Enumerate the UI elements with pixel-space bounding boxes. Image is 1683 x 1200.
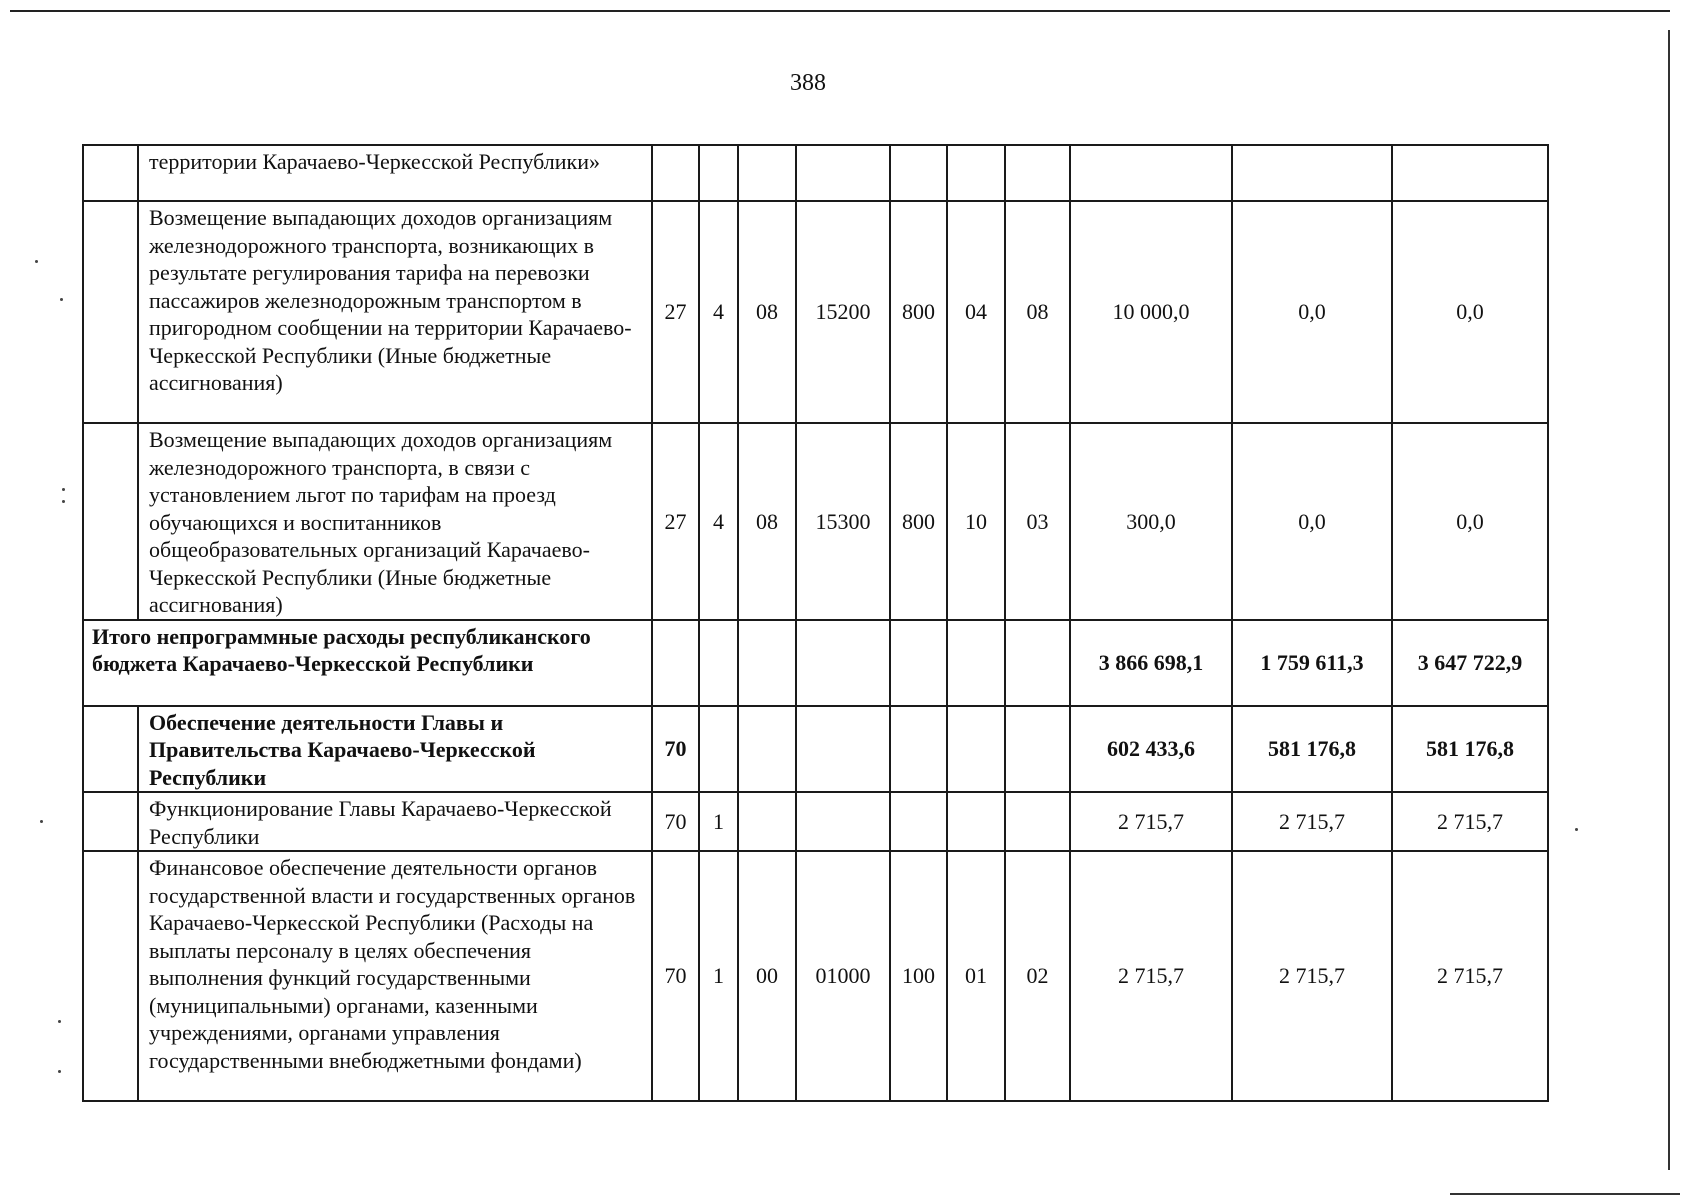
code-subprogram (738, 620, 796, 706)
scan-speck (40, 820, 43, 823)
expense-name: Финансовое обеспечение деятельности органов государственной власти и государственных органов Карачаево-Черкесской Республики (Расходы на выплаты персоналу в целях обеспечения выполнения функций государственными (муниципальными) органами, казенными учреждениями, органами управления государственными внебюджетными фондами) (138, 851, 652, 1101)
code-ministry: 70 (652, 706, 699, 793)
table-row (83, 706, 1548, 793)
code-direction (796, 620, 890, 706)
code-subsection (1005, 145, 1070, 201)
amount-year-3: 3 647 722,9 (1392, 620, 1548, 706)
scan-speck (62, 500, 65, 503)
budget-table (82, 144, 1549, 1102)
code-direction (796, 145, 890, 201)
code-section (947, 145, 1005, 201)
code-direction: 15200 (796, 201, 890, 423)
amount-year-1: 10 000,0 (1070, 201, 1232, 423)
amount-year-1: 602 433,6 (1070, 706, 1232, 793)
code-section: 04 (947, 201, 1005, 423)
code-ministry: 70 (652, 792, 699, 851)
code-subsection: 02 (1005, 851, 1070, 1101)
indent-cell (83, 851, 138, 1101)
code-program (699, 706, 738, 793)
expense-name: Возмещение выпадающих доходов организациям железнодорожного транспорта, в связи с установлением льгот по тарифам на проезд обучающихся и воспитанников общеобразовательных организаций Карачаево-Черкесской Республики (Иные бюджетные ассигнования) (138, 423, 652, 620)
total-label: Итого непрограммные расходы республиканского бюджета Карачаево-Черкесской Республики (83, 620, 652, 706)
code-ministry: 27 (652, 201, 699, 423)
code-program: 1 (699, 851, 738, 1101)
code-section: 10 (947, 423, 1005, 620)
amount-year-3: 0,0 (1392, 423, 1548, 620)
code-subprogram (738, 706, 796, 793)
amount-year-2: 581 176,8 (1232, 706, 1392, 793)
amount-year-3: 2 715,7 (1392, 851, 1548, 1101)
indent-cell (83, 423, 138, 620)
code-subsection (1005, 792, 1070, 851)
expense-name: Возмещение выпадающих доходов организациям железнодорожного транспорта, возникающих в результате регулирования тарифа на перевозки пассажиров железнодорожным транспортом в пригородном сообщении на территории Карачаево-Черкесской Республики (Иные бюджетные ассигнования) (138, 201, 652, 423)
code-subsection: 08 (1005, 201, 1070, 423)
scan-speck (35, 260, 38, 263)
code-expense-type (890, 145, 947, 201)
code-expense-type (890, 792, 947, 851)
code-subsection: 03 (1005, 423, 1070, 620)
table-row (83, 851, 1548, 1101)
code-program: 4 (699, 201, 738, 423)
code-expense-type (890, 706, 947, 793)
code-ministry (652, 145, 699, 201)
expense-name: территории Карачаево-Черкесской Республики» (138, 145, 652, 201)
code-section: 01 (947, 851, 1005, 1101)
amount-year-1: 3 866 698,1 (1070, 620, 1232, 706)
code-direction: 15300 (796, 423, 890, 620)
amount-year-1: 300,0 (1070, 423, 1232, 620)
table-row (83, 201, 1548, 423)
amount-year-2: 2 715,7 (1232, 851, 1392, 1101)
code-direction: 01000 (796, 851, 890, 1101)
amount-year-2: 2 715,7 (1232, 792, 1392, 851)
code-ministry: 27 (652, 423, 699, 620)
page-number: 388 (790, 70, 826, 96)
indent-cell (83, 201, 138, 423)
code-expense-type: 800 (890, 423, 947, 620)
code-subsection (1005, 620, 1070, 706)
table-row (83, 145, 1548, 201)
code-expense-type (890, 620, 947, 706)
scan-speck (60, 298, 63, 301)
code-subsection (1005, 706, 1070, 793)
amount-year-3: 2 715,7 (1392, 792, 1548, 851)
scan-speck (58, 1020, 61, 1023)
code-section (947, 620, 1005, 706)
scan-speck (62, 488, 65, 491)
scan-top-edge (10, 10, 1670, 12)
code-expense-type: 100 (890, 851, 947, 1101)
amount-year-2: 1 759 611,3 (1232, 620, 1392, 706)
total-row (83, 620, 1548, 706)
amount-year-1: 2 715,7 (1070, 792, 1232, 851)
code-subprogram: 00 (738, 851, 796, 1101)
amount-year-3: 581 176,8 (1392, 706, 1548, 793)
indent-cell (83, 145, 138, 201)
code-direction (796, 706, 890, 793)
scan-right-edge (1668, 30, 1670, 1170)
amount-year-2 (1232, 145, 1392, 201)
code-subprogram: 08 (738, 423, 796, 620)
amount-year-3: 0,0 (1392, 201, 1548, 423)
amount-year-1: 2 715,7 (1070, 851, 1232, 1101)
amount-year-1 (1070, 145, 1232, 201)
code-ministry: 70 (652, 851, 699, 1101)
code-section (947, 706, 1005, 793)
amount-year-3 (1392, 145, 1548, 201)
code-subprogram (738, 145, 796, 201)
code-program: 1 (699, 792, 738, 851)
code-program (699, 620, 738, 706)
code-program: 4 (699, 423, 738, 620)
scan-speck (1575, 828, 1578, 831)
indent-cell (83, 706, 138, 793)
table-row (83, 792, 1548, 851)
code-direction (796, 792, 890, 851)
indent-cell (83, 792, 138, 851)
amount-year-2: 0,0 (1232, 423, 1392, 620)
code-section (947, 792, 1005, 851)
scan-speck (58, 1070, 61, 1073)
expense-name: Функционирование Главы Карачаево-Черкесской Республики (138, 792, 652, 851)
code-program (699, 145, 738, 201)
scan-bottom-edge (1450, 1193, 1680, 1195)
code-expense-type: 800 (890, 201, 947, 423)
amount-year-2: 0,0 (1232, 201, 1392, 423)
table-row (83, 423, 1548, 620)
code-subprogram: 08 (738, 201, 796, 423)
code-ministry (652, 620, 699, 706)
expense-name: Обеспечение деятельности Главы и Правительства Карачаево-Черкесской Республики (138, 706, 652, 793)
code-subprogram (738, 792, 796, 851)
